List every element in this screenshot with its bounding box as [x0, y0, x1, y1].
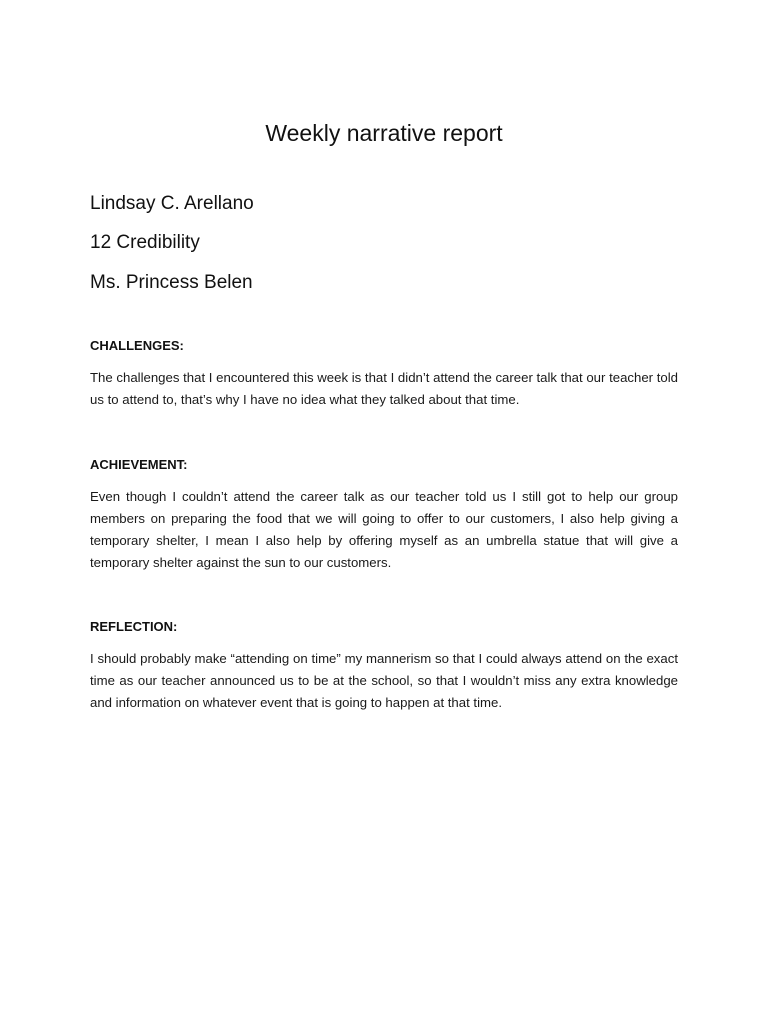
- reflection-heading: REFLECTION:: [90, 619, 178, 634]
- achievement-body: Even though I couldn’t attend the career talk as our teacher told us I still got to help our group members on preparing the food that we will going to offer to our customers, I also help giving a temporary shelter, I mean I also help by offering myself as an umbrella statue that will give a temporary shelter against the sun to our customers.: [90, 489, 678, 570]
- student-name: Lindsay C. Arellano: [90, 193, 254, 214]
- document-title: Weekly narrative report: [265, 120, 503, 146]
- reflection-body: I should probably make “attending on time” my mannerism so that I could always attend on the exact time as our teacher announced us to be at the school, so that I wouldn’t miss any extra knowledge and information on whatever event that is going to happen at that time.: [90, 651, 678, 710]
- challenges-body: The challenges that I encountered this week is that I didn’t attend the career talk that our teacher told us to attend to, that’s why I have no idea what they talked about that time.: [90, 370, 678, 407]
- achievement-heading: ACHIEVEMENT:: [90, 457, 188, 472]
- challenges-heading: CHALLENGES:: [90, 338, 184, 353]
- teacher-name: Ms. Princess Belen: [90, 272, 253, 293]
- student-section: 12 Credibility: [90, 232, 200, 253]
